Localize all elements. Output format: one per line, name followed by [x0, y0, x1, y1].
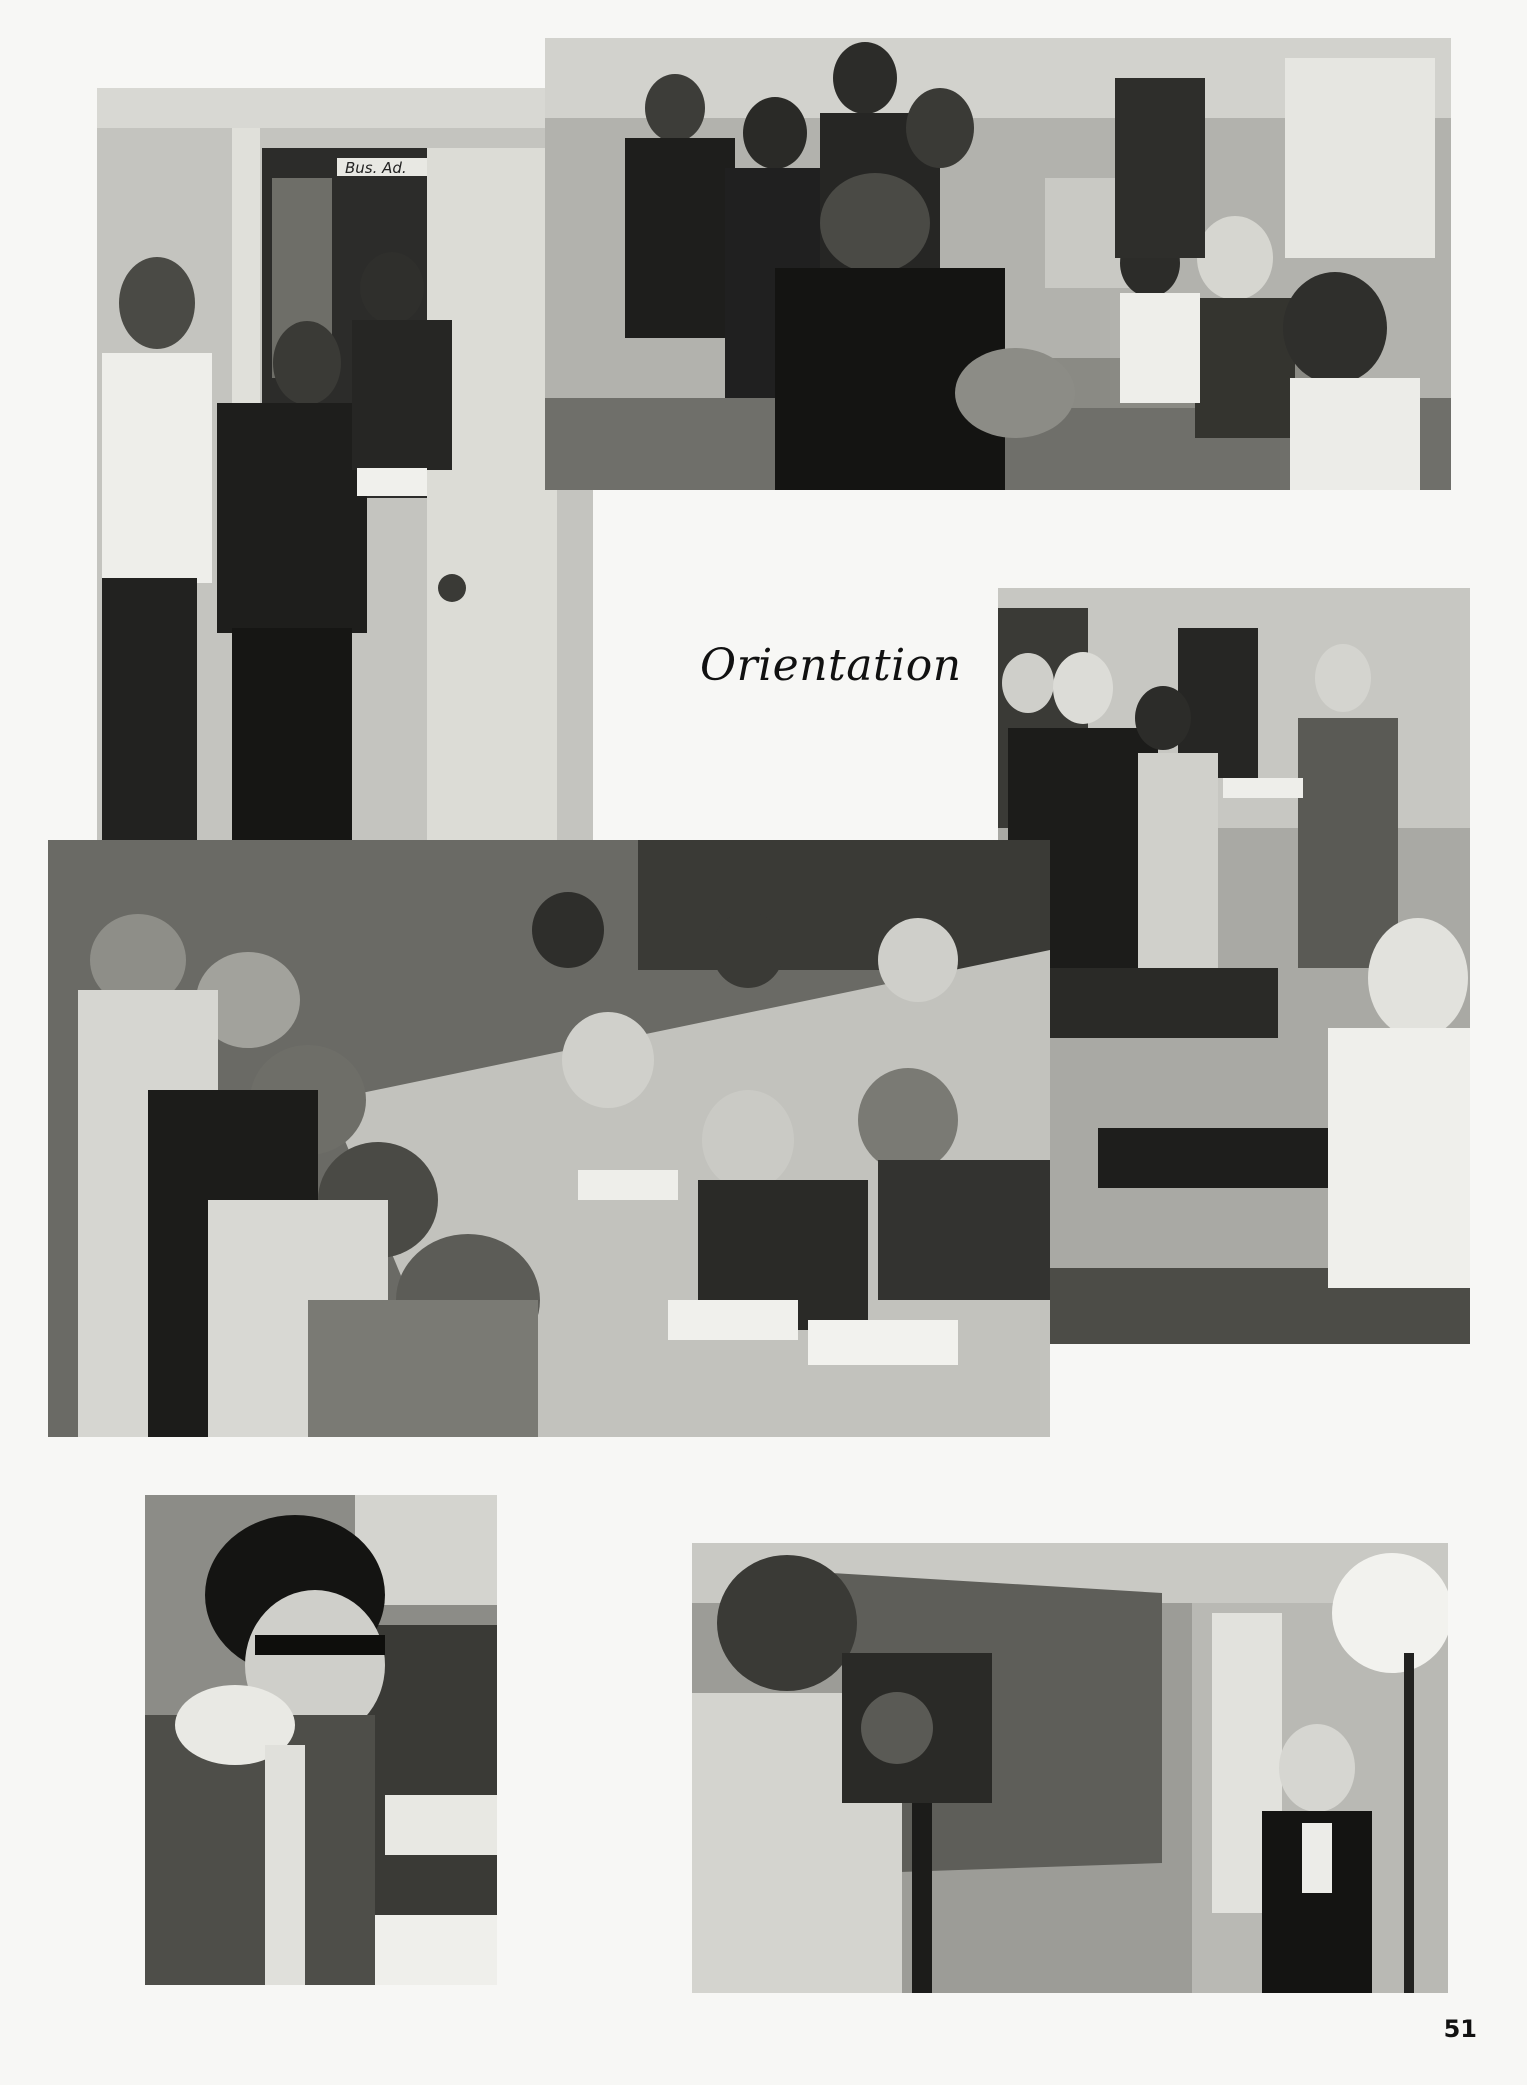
photo-registration-line — [545, 38, 1451, 490]
photo-handing-papers — [998, 588, 1470, 1344]
photo-id-camera — [692, 1543, 1448, 1993]
photo-exam-hall-image — [48, 840, 1050, 1437]
photo-exam-hall — [48, 840, 1050, 1437]
page-title: Orientation — [700, 640, 962, 691]
photo-student-glasses — [145, 1495, 497, 1985]
photo-handing-papers-image — [998, 588, 1470, 1344]
photo-student-glasses-image — [145, 1495, 497, 1985]
photo-bookstore-window-image — [97, 88, 593, 844]
photo-registration-line-image — [545, 38, 1451, 490]
photo-bookstore-window — [97, 88, 593, 844]
bus-ad-sign: Bus. Ad. — [345, 159, 407, 177]
photo-id-camera-image — [692, 1543, 1448, 1993]
page-number: 51 — [1443, 2015, 1477, 2043]
